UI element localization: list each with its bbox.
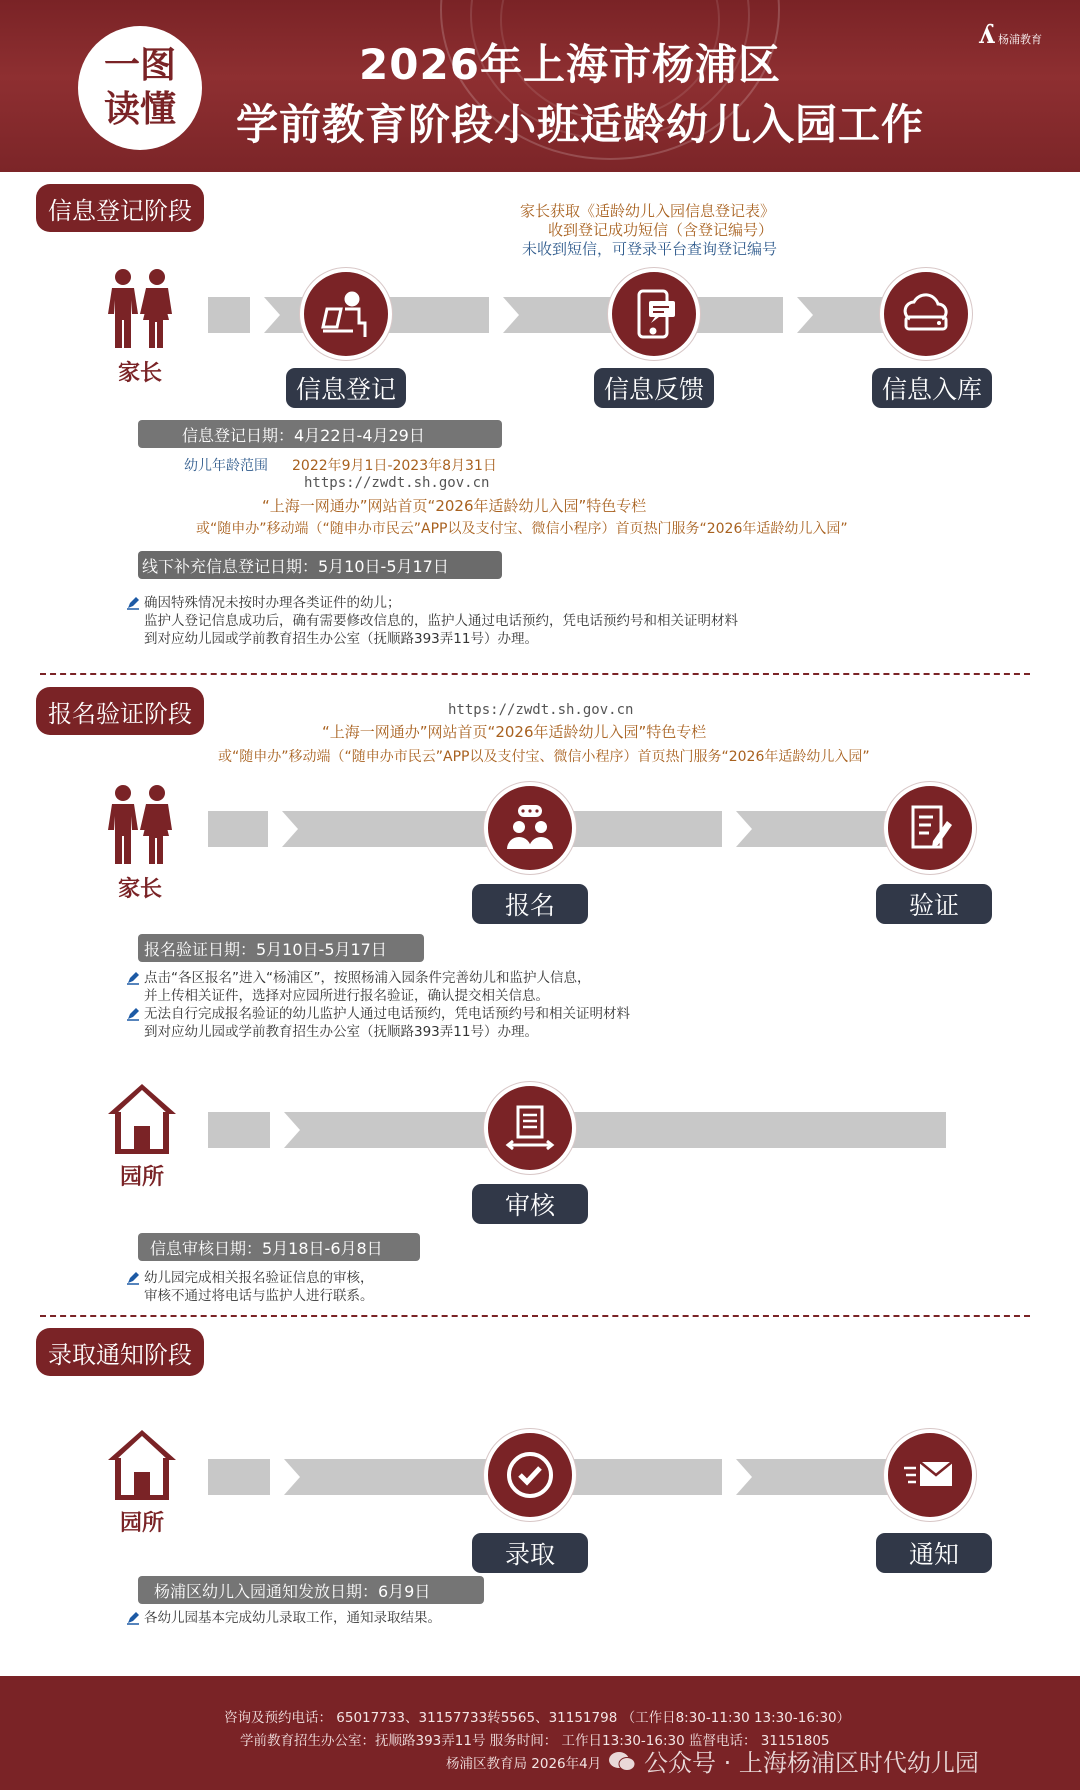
parents-icon [102, 268, 178, 350]
pen-note-icon [126, 1271, 140, 1285]
flow-arrow [797, 297, 813, 333]
step-circle-storage [880, 268, 972, 360]
actor-parents-label-2: 家长 [117, 877, 162, 902]
registration-date: 信息登记日期：4月22日-4月29日 [138, 420, 502, 448]
footer-office-address: 学前教育招生办公室：抚顺路393弄11号 服务时间： 工作日13:30-16:30 监督电话： 31151805 [240, 1733, 830, 1749]
logo-text: 杨浦教育 [998, 33, 1042, 46]
flow-bar [208, 811, 268, 847]
flow-arrow [736, 811, 752, 847]
parent-notice-line-2: 收到登记成功短信（含登记编号） [548, 221, 774, 239]
stage-label-registration: 信息登记阶段 [36, 184, 204, 232]
house-icon [104, 1426, 180, 1500]
channel-mobile-2: 或“随申办”移动端（“随申办市民云”APP以及支付宝、微信小程序）首页热门服务“2026年适龄幼儿入园” [218, 749, 870, 765]
house-icon [104, 1080, 180, 1154]
registration-note-line-1: 确因特殊情况未按时办理各类证件的幼儿； [144, 595, 401, 611]
page-title-line-1: 2026年上海市杨浦区 [359, 40, 781, 89]
actor-kindergarten-label-2: 园所 [119, 1511, 164, 1536]
pen-note-icon [126, 971, 140, 985]
review-note-2: 审核不通过将电话与监护人进行联系。 [144, 1288, 374, 1304]
step-register: 信息登记 [286, 368, 406, 408]
gov-portal-url[interactable]: https://zwdt.sh.gov.cn [304, 475, 490, 491]
flow-arrow [736, 1459, 752, 1495]
channel-website: “上海一网通办”网站首页“2026年适龄幼儿入园”特色专栏 [262, 497, 647, 515]
step-feedback: 信息反馈 [594, 368, 714, 408]
footer-issuer: 杨浦区教育局 2026年4月 [446, 1756, 602, 1772]
badge-line-1: 一图 [103, 45, 176, 86]
page-title-line-2: 学前教育阶段小班适龄幼儿入园工作 [235, 100, 924, 149]
step-circle-admit [484, 1429, 576, 1521]
stage-label-admission: 录取通知阶段 [36, 1328, 204, 1376]
enrollment-note-2b: 到对应幼儿园或学前教育招生办公室（抚顺路393弄11号）办理。 [144, 1024, 538, 1040]
summary-badge [78, 26, 202, 150]
logo-mark-icon: ʎ [978, 20, 995, 50]
cloud-database-icon [898, 287, 954, 341]
parent-notice-line-3: 未收到短信，可登录平台查询登记编号 [522, 240, 778, 258]
send-mail-icon [902, 1448, 958, 1502]
meeting-people-icon [502, 801, 558, 855]
step-circle-apply [484, 782, 576, 874]
flow-bar [208, 297, 250, 333]
watermark-text: 公众号 · 上海杨浦区时代幼儿园 [644, 1749, 979, 1777]
pen-note-icon [126, 1007, 140, 1021]
step-admit: 录取 [472, 1533, 588, 1573]
actor-parents [100, 268, 180, 387]
admission-note: 各幼儿园基本完成幼儿录取工作，通知录取结果。 [144, 1610, 441, 1626]
enrollment-note-1b: 并上传相关证件，选择对应园所进行报名验证，确认提交相关信息。 [144, 988, 549, 1004]
step-apply: 报名 [472, 884, 588, 924]
step-storage: 信息入库 [872, 368, 992, 408]
check-circle-icon [503, 1448, 557, 1502]
pen-note-icon [126, 596, 140, 610]
stage-label-enrollment: 报名验证阶段 [36, 687, 204, 735]
actor-kindergarten-label: 园所 [119, 1165, 164, 1190]
footer-contact-phones: 咨询及预约电话： 65017733、31157733转5565、31151798 （工作日8:30-11:30 13:30-16:30） [224, 1710, 851, 1726]
document-review-icon [503, 1101, 557, 1155]
gov-portal-url-2[interactable]: https://zwdt.sh.gov.cn [448, 702, 634, 718]
age-range-value: 2022年9月1日-2023年8月31日 [292, 458, 497, 474]
wechat-watermark [608, 1743, 979, 1778]
phone-message-icon [627, 287, 681, 341]
parent-notice-line-1: 家长获取《适龄幼儿入园信息登记表》 [520, 202, 776, 220]
flow-arrow [282, 811, 298, 847]
step-review: 审核 [472, 1184, 588, 1224]
review-note-1: 幼儿园完成相关报名验证信息的审核， [144, 1270, 374, 1286]
flow-arrow [503, 297, 519, 333]
document-pen-icon [903, 801, 957, 855]
section-divider [40, 1315, 1030, 1317]
step-notify: 通知 [876, 1533, 992, 1573]
actor-parents-label: 家长 [117, 361, 162, 386]
flow-bar [208, 1112, 270, 1148]
step-circle-review [484, 1082, 576, 1174]
wechat-icon [608, 1750, 636, 1772]
flow-arrow [284, 1112, 300, 1148]
flow-arrow [264, 297, 280, 333]
flow-arrow [284, 1459, 300, 1495]
enrollment-note-2a: 无法自行完成报名验证的幼儿监护人通过电话预约，凭电话预约号和相关证明材料 [144, 1006, 630, 1022]
channel-website-2: “上海一网通办”网站首页“2026年适龄幼儿入园”特色专栏 [322, 723, 707, 741]
section-divider [40, 673, 1030, 675]
flow-bar [284, 1112, 946, 1148]
actor-kindergarten-2 [102, 1426, 182, 1537]
actor-parents-2 [100, 784, 180, 903]
offline-registration-date: 线下补充信息登记日期：5月10日-5月17日 [138, 551, 502, 579]
enrollment-note-1a: 点击“各区报名”进入“杨浦区”，按照杨浦入园条件完善幼儿和监护人信息， [144, 970, 591, 986]
step-circle-notify [884, 1429, 976, 1521]
badge-line-2: 读懂 [103, 89, 176, 130]
actor-kindergarten [102, 1080, 182, 1191]
education-bureau-logo [978, 20, 1048, 52]
parents-icon [102, 784, 178, 866]
review-date: 信息审核日期：5月18日-6月8日 [138, 1233, 420, 1261]
pen-note-icon [126, 1611, 140, 1625]
step-circle-register [300, 268, 392, 360]
step-circle-verify [884, 782, 976, 874]
registration-note-line-3: 到对应幼儿园或学前教育招生办公室（抚顺路393弄11号）办理。 [144, 631, 538, 647]
admission-notice-date: 杨浦区幼儿入园通知发放日期：6月9日 [138, 1576, 484, 1604]
step-circle-feedback [608, 268, 700, 360]
age-range-label: 幼儿年龄范围 [184, 458, 268, 474]
registration-note-line-2: 监护人登记信息成功后，确有需要修改信息的，监护人通过电话预约，凭电话预约号和相关证明材料 [144, 613, 738, 629]
channel-mobile: 或“随申办”移动端（“随申办市民云”APP以及支付宝、微信小程序）首页热门服务“2026年适龄幼儿入园” [196, 521, 848, 537]
person-at-laptop-icon [319, 287, 373, 341]
step-verify: 验证 [876, 884, 992, 924]
enrollment-date: 报名验证日期：5月10日-5月17日 [138, 934, 424, 962]
flow-bar [208, 1459, 270, 1495]
